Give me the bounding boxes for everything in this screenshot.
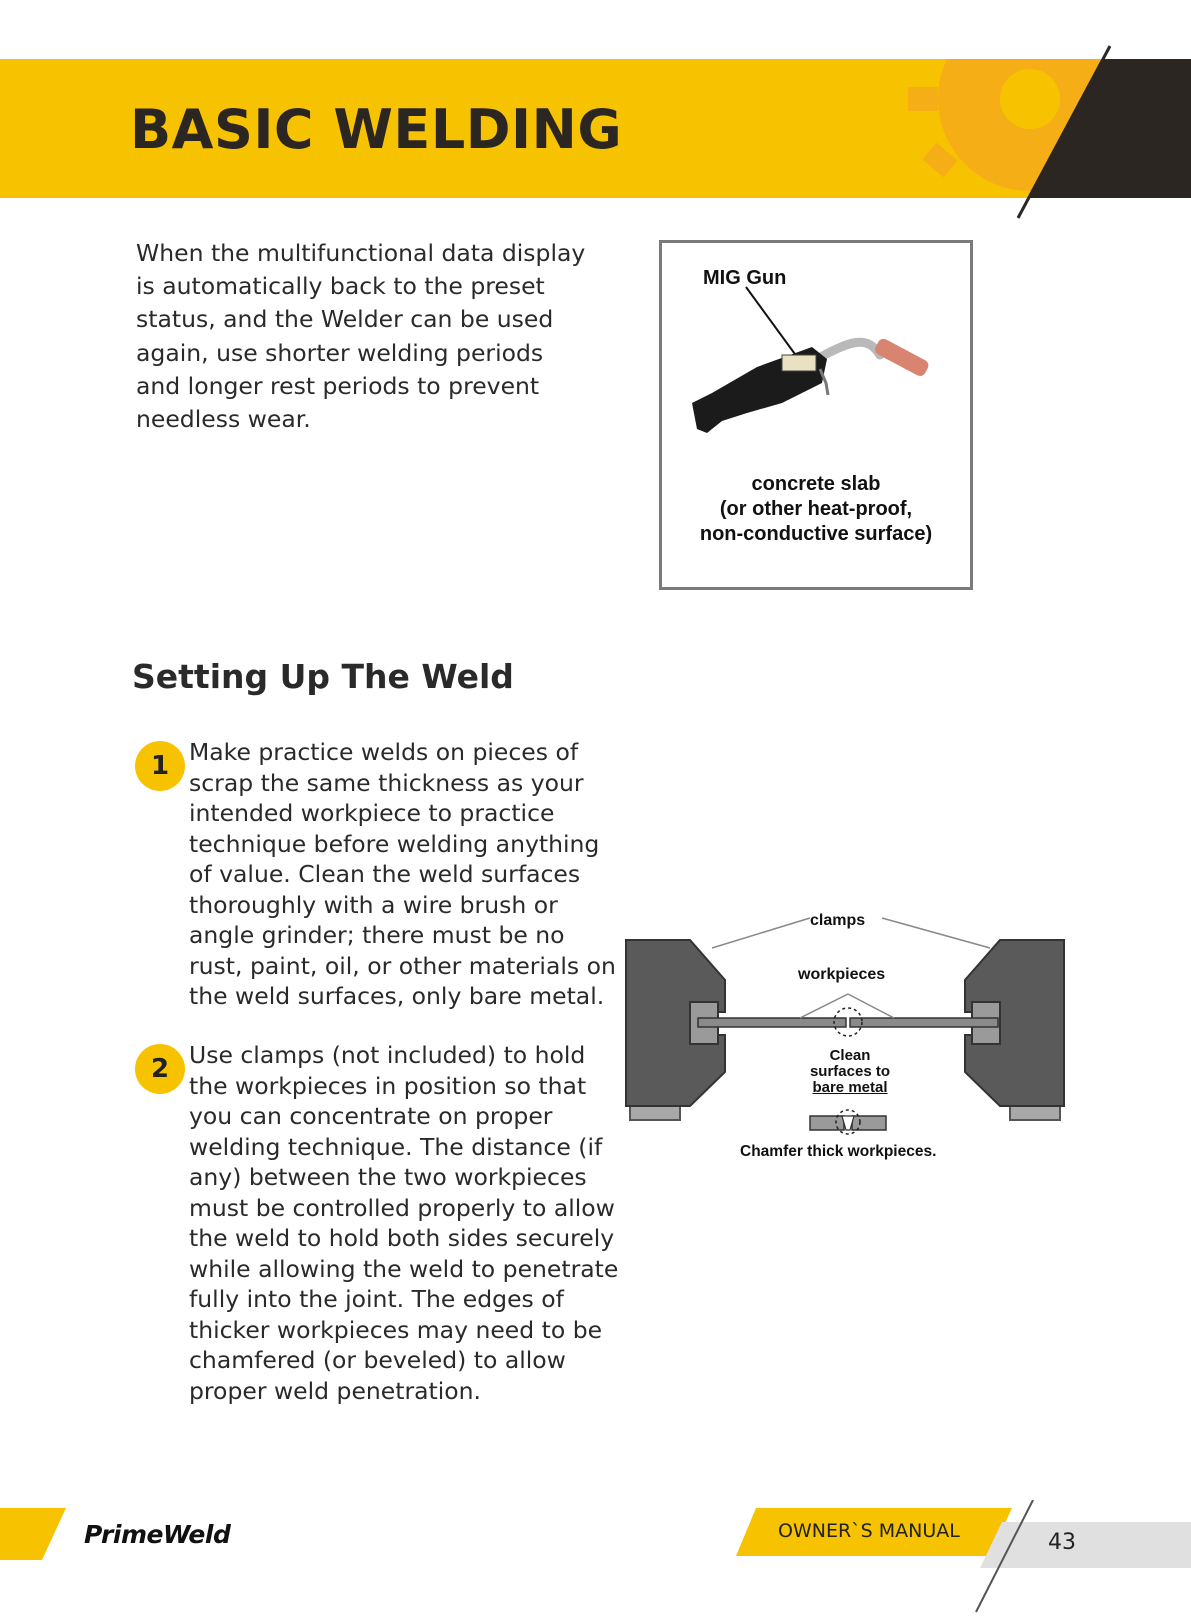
mig-gun-label: MIG Gun	[703, 267, 787, 289]
step-2-text: Use clamps (not included) to hold the workpieces in position so that you can concentrate on proper welding technique. The distance (if any) between the two workpieces must be controlled properly to allow the weld to hold both sides securely while allowing the weld to penetrate fully into the joint. The edges of thicker workpieces may need to be chamfered (or beveled) to allow proper weld penetration.	[189, 1041, 619, 1405]
page-title: BASIC WELDING	[130, 98, 623, 161]
step-1-badge: 1	[135, 741, 185, 791]
clean-label-line3: bare metal	[812, 1079, 888, 1096]
page-number: 43	[1048, 1530, 1076, 1555]
surface-label-line1: concrete slab	[751, 473, 881, 495]
chamfer-label: Chamfer thick workpieces.	[740, 1143, 937, 1160]
step-2-badge: 2	[135, 1044, 185, 1094]
clamps-label: clamps	[810, 912, 866, 929]
workpieces-label: workpieces	[798, 966, 886, 983]
surface-label-line2: (or other heat-proof,	[719, 498, 913, 520]
step-1-text: Make practice welds on pieces of scrap the same thickness as your intended workpiece to practice technique before welding anything of value. Clean the weld surfaces thoroughly with a wire brush or angle grinder; there must be no rust, paint, oil, or other materials on the weld surfaces, only bare metal.	[189, 738, 616, 1010]
intro-paragraph: When the multifunctional data display is automatically back to the preset status, and the Welder can be used again, use shorter welding periods and longer rest periods to prevent needless wear.	[136, 239, 586, 434]
clamp-illustration	[620, 900, 1070, 1180]
clean-label-line1: Clean	[829, 1047, 871, 1064]
mig-gun-figure	[659, 240, 973, 590]
manual-label: OWNER`S MANUAL	[778, 1520, 960, 1542]
footer-decoration	[0, 1500, 1191, 1620]
clean-label-line2: surfaces to	[809, 1063, 891, 1080]
section-title: Setting Up The Weld	[132, 657, 514, 696]
surface-label-line3: non-conductive surface)	[699, 523, 933, 545]
clamp-figure	[620, 900, 1070, 1180]
header-slash-line	[1000, 40, 1120, 230]
brand-logo: PrimeWeld	[84, 1520, 231, 1549]
